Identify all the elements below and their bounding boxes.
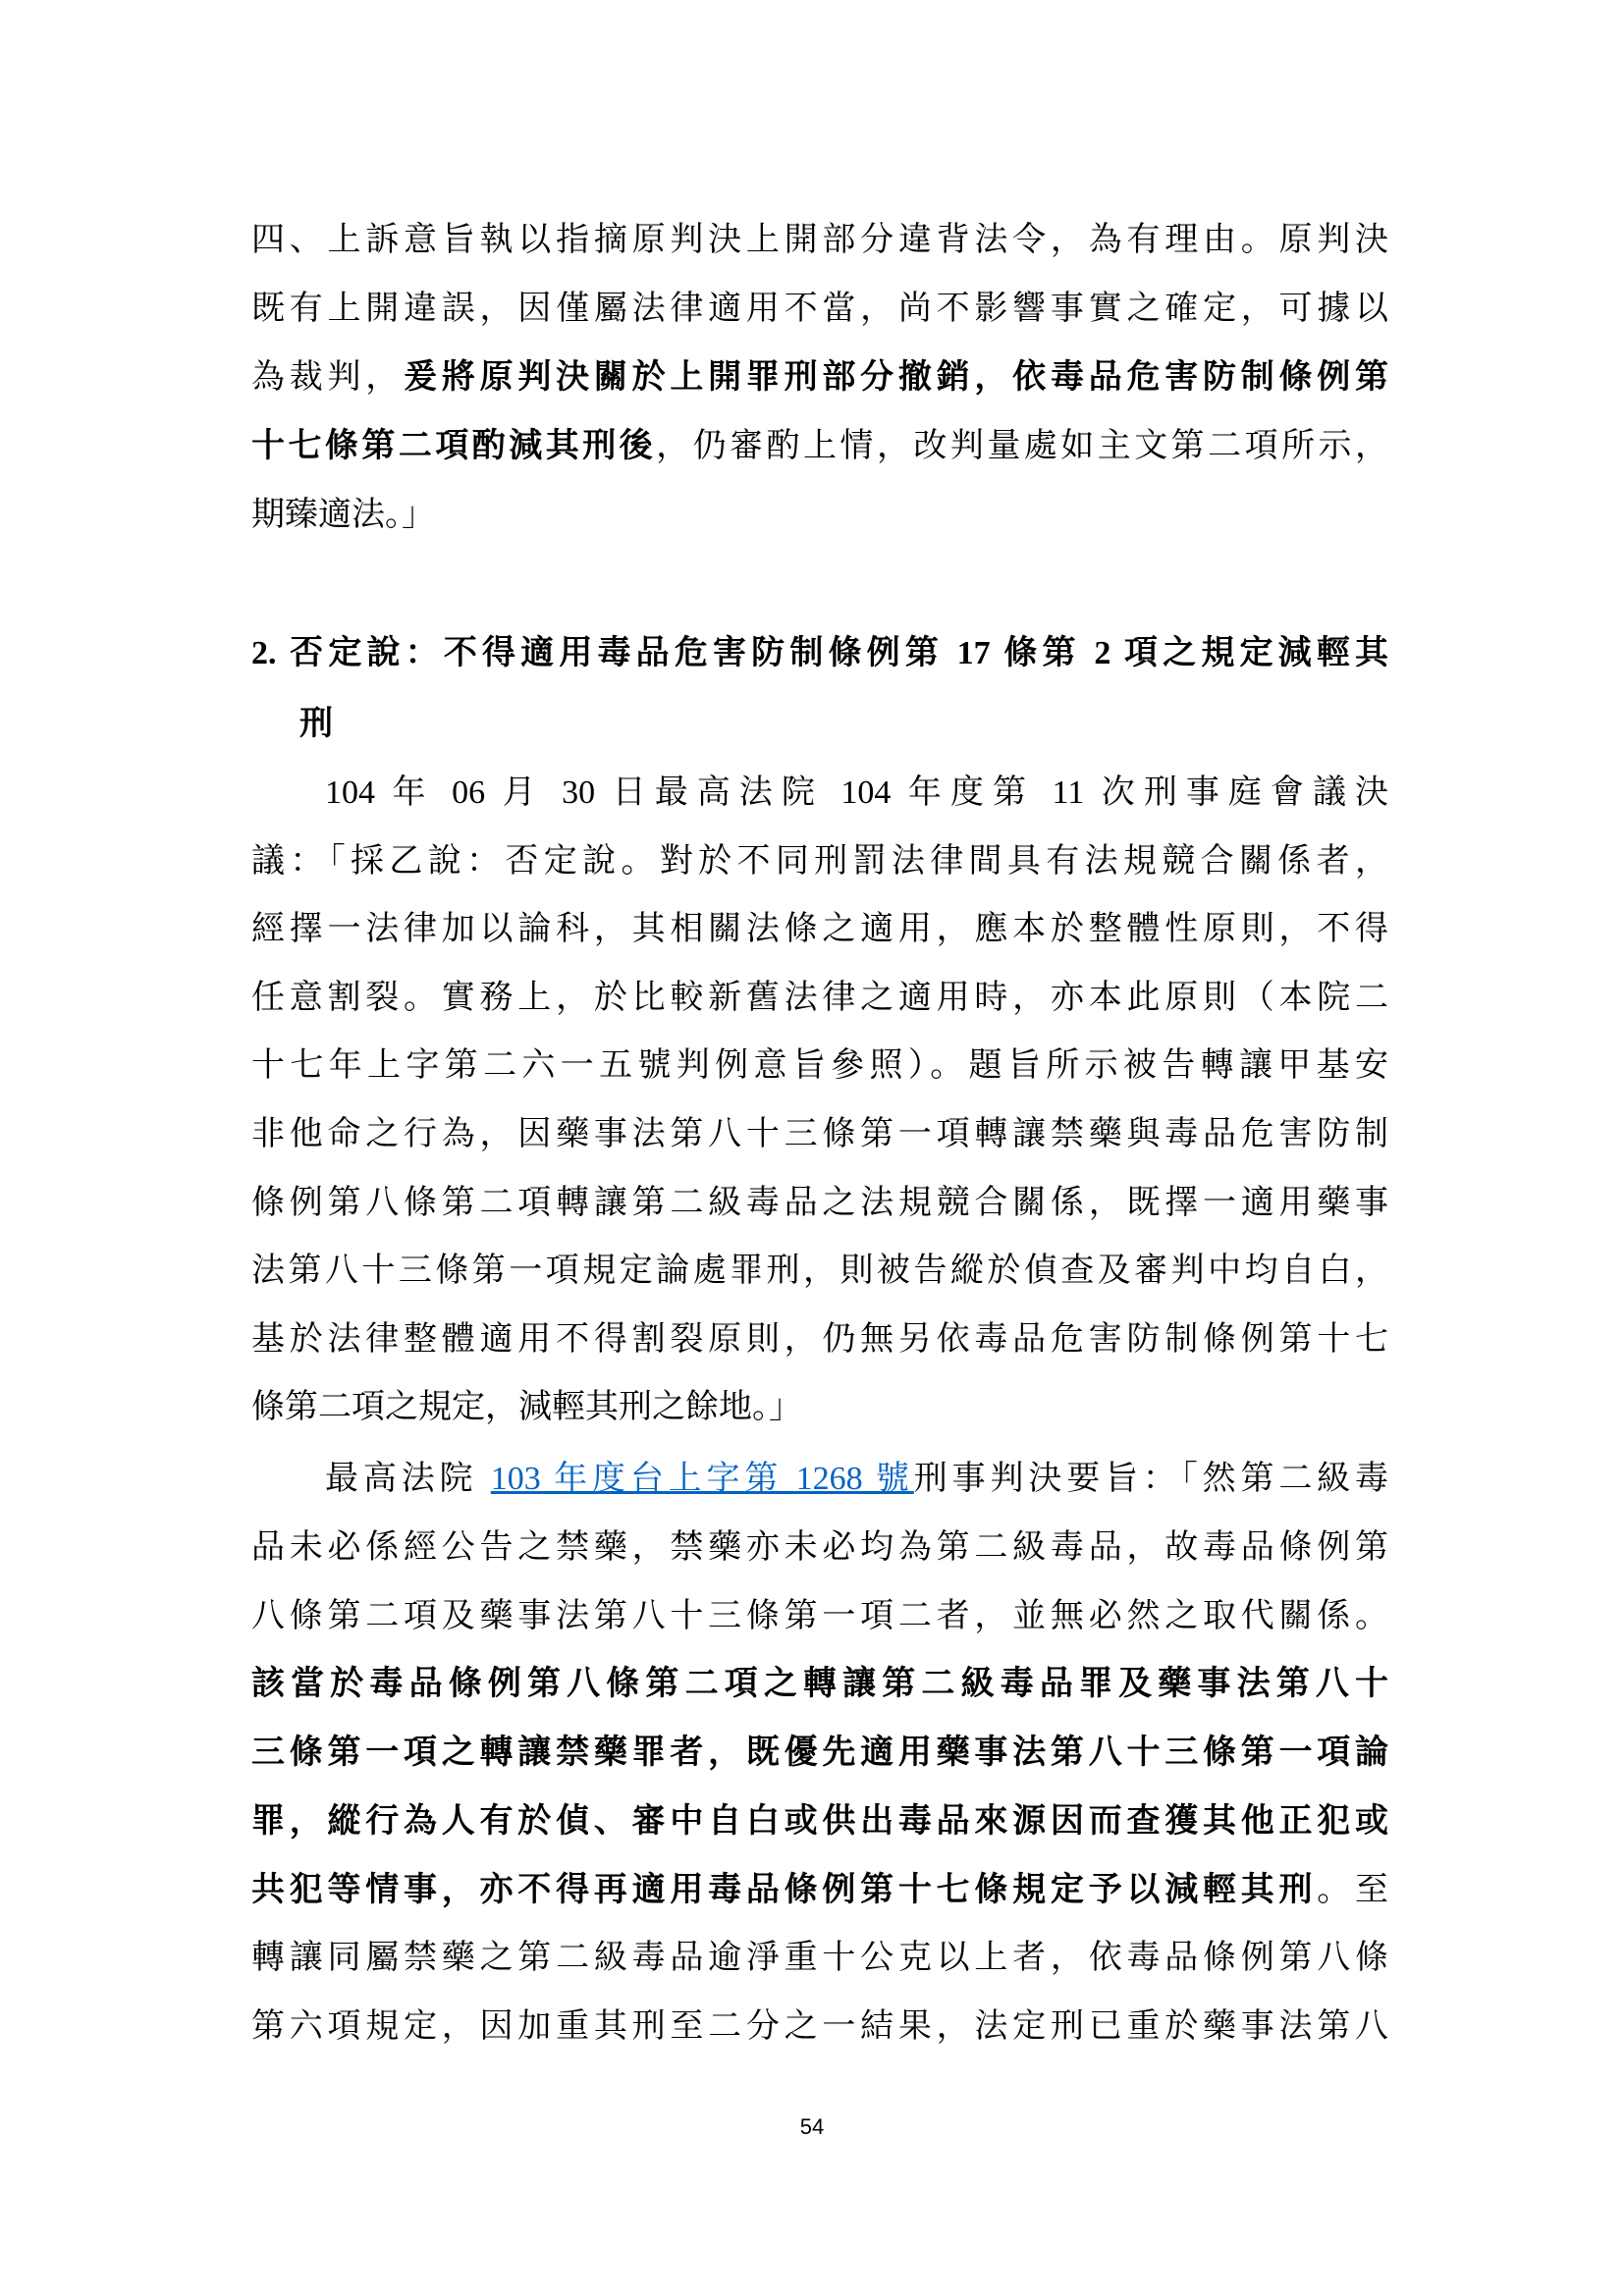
text-line: 經擇一法律加以論科，其相關法條之適用，應本於整體性原則，不得 — [251, 911, 1388, 948]
text-line — [251, 1856, 1388, 1925]
bold-text: 爰將原判決關於上開罪刑部分撤銷，依毒品危害防制條例第 — [404, 359, 1389, 396]
judgment-paragraph — [251, 1445, 1388, 2061]
text-line: 104 年 06 月 30 日最高法院 104 年度第 11 次刑事庭會議決 — [325, 774, 1388, 811]
text-line: 議：「採乙說：否定說。對於不同刑罰法律間具有法規競合關係者， — [251, 842, 1388, 880]
text-line: 期臻適法。」 — [251, 497, 435, 533]
text-line: 條第二項之規定，減輕其刑之餘地。」 — [251, 1389, 802, 1426]
heading-line: 2. 否定說：不得適用毒品危害防制條例第 17 條第 2 項之規定減輕其 — [251, 635, 1388, 671]
text-line: 品未必係經公告之禁藥，禁藥亦未必均為第二級毒品，故毒品條例第 — [251, 1528, 1388, 1566]
text-line: 四、上訴意旨執以指摘原判決上開部分違背法令，為有理由。原判決 — [251, 222, 1388, 258]
bold-text-line: 該當於毒品條例第八條第二項之轉讓第二級毒品罪及藥事法第八十 — [251, 1666, 1388, 1703]
text-line: 非他命之行為，因藥事法第八十三條第一項轉讓禁藥與毒品危害防制 — [251, 1115, 1388, 1152]
heading-line: 刑 — [299, 706, 333, 742]
text-line: 十七年上字第二六一五號判例意旨參照）。題旨所示被告轉讓甲基安 — [251, 1047, 1388, 1085]
plain-text: 刑事判決要旨：「然第二級毒 — [913, 1461, 1389, 1497]
plain-text: 最高法院 — [325, 1461, 491, 1497]
plain-text: 。至 — [1317, 1871, 1389, 1908]
text-line: 第六項規定，因加重其刑至二分之一結果，法定刑已重於藥事法第八 — [251, 2008, 1388, 2045]
text-line — [251, 344, 1388, 412]
text-line: 轉讓同屬禁藥之第二級毒品逾淨重十公克以上者，依毒品條例第八條 — [251, 1940, 1388, 1977]
text-line — [251, 412, 1388, 481]
resolution-paragraph — [251, 759, 1388, 1442]
text-line: 條例第八條第二項轉讓第二級毒品之法規競合關係，既擇一適用藥事 — [251, 1184, 1388, 1221]
text-line: 基於法律整體適用不得割裂原則，仍無另依毒品危害防制條例第十七 — [251, 1320, 1388, 1358]
intro-paragraph — [251, 206, 1388, 550]
bold-text-line: 三條第一項之轉讓禁藥罪者，既優先適用藥事法第八十三條第一項論 — [251, 1735, 1388, 1771]
bold-text: 十七條第二項酌減其刑後 — [251, 428, 657, 464]
text-line: 既有上開違誤，因僅屬法律適用不當，尚不影響事實之確定，可據以 — [251, 291, 1388, 327]
bold-text: 共犯等情事，亦不得再適用毒品條例第十七條規定予以減輕其刑 — [251, 1871, 1318, 1908]
page-number: 54 — [799, 2114, 825, 2139]
text-line: 任意割裂。實務上，於比較新舊法律之適用時，亦本此原則（本院二 — [251, 979, 1388, 1016]
text-line — [251, 1445, 1388, 1514]
plain-text: ，仍審酌上情，改判量處如主文第二項所示， — [656, 428, 1389, 464]
section-heading — [251, 618, 1388, 760]
text-line: 法第八十三條第一項規定論處罪刑，則被告縱於偵查及審判中均自白， — [251, 1253, 1388, 1290]
text-line: 八條第二項及藥事法第八十三條第一項二者，並無必然之取代關係。 — [251, 1597, 1388, 1634]
bold-text-line: 罪，縱行為人有於偵、審中自白或供出毒品來源因而查獲其他正犯或 — [251, 1802, 1388, 1840]
plain-text: 為裁判， — [251, 359, 405, 396]
judgment-reference-link[interactable]: 103 年度台上字第 1268 號 — [490, 1461, 914, 1497]
